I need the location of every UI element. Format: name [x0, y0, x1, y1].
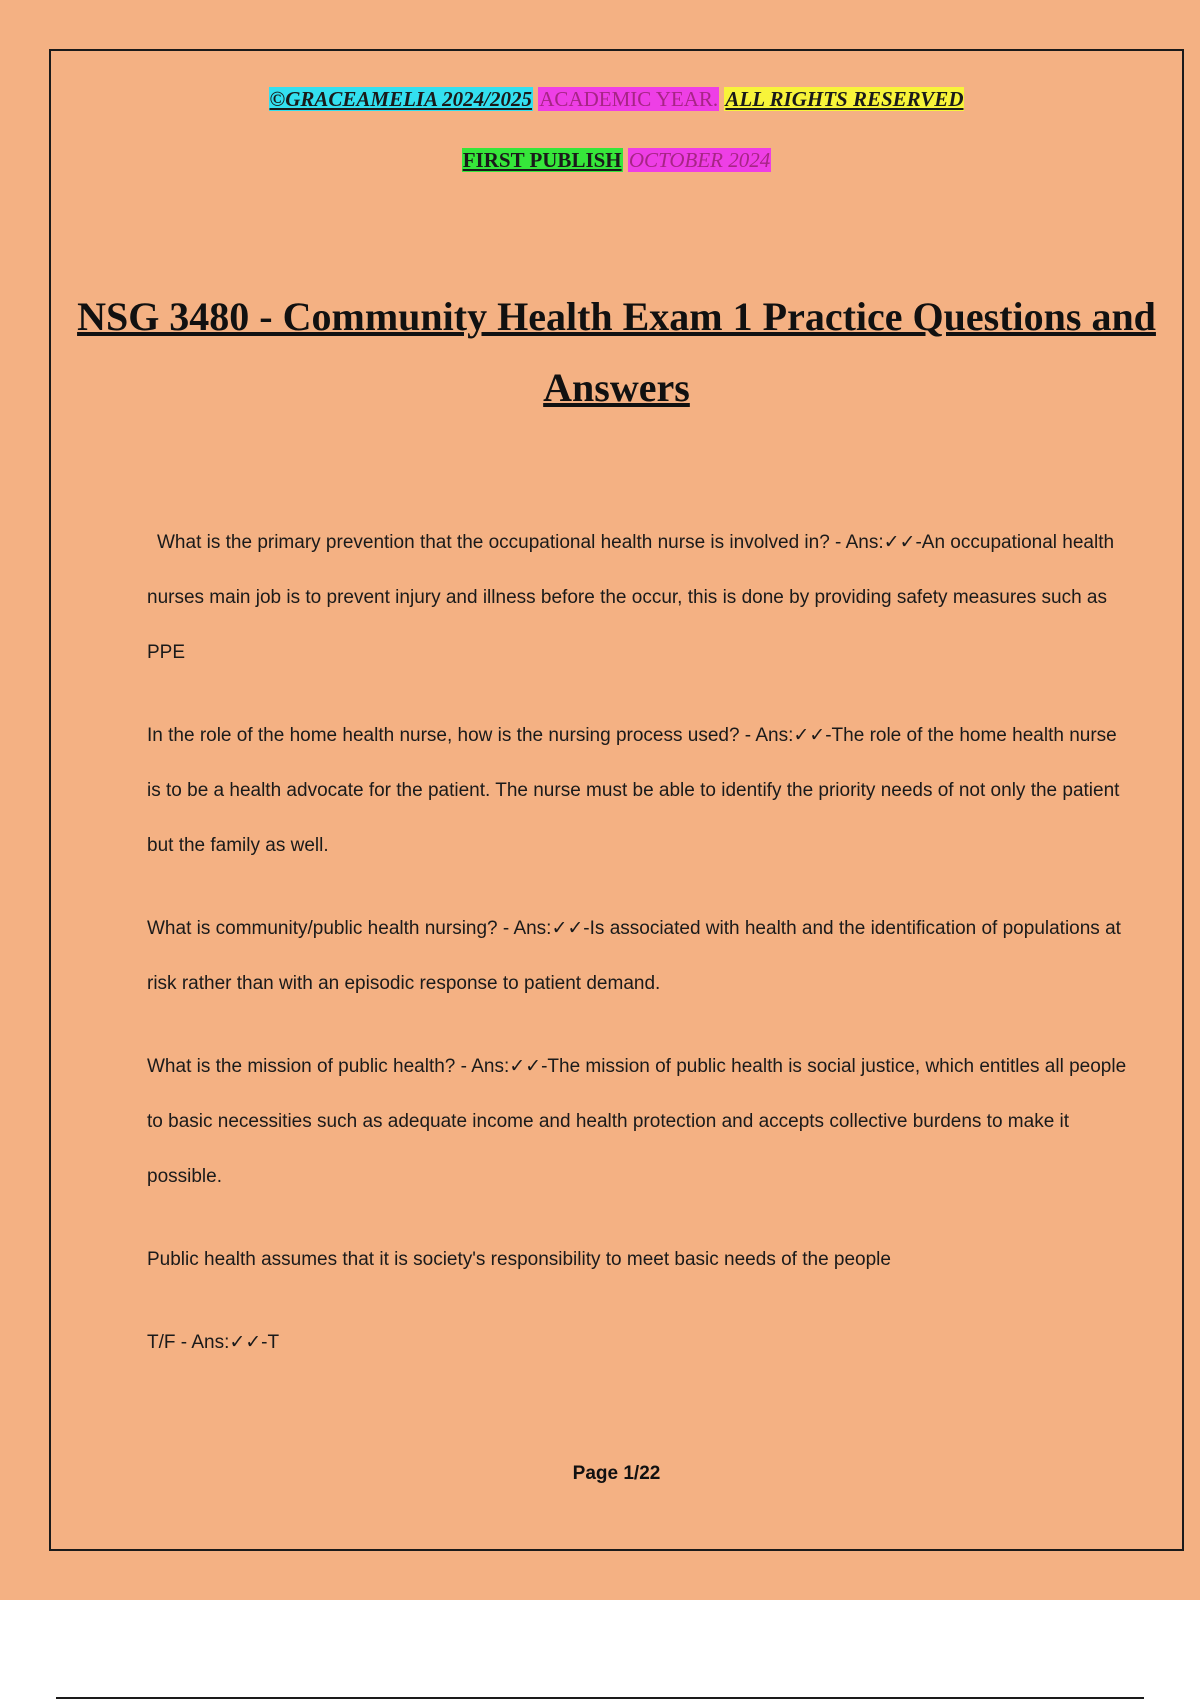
page-number: Page 1/22: [572, 1463, 661, 1484]
document-title: NSG 3480 - Community Health Exam 1 Practice Questions and Answers: [77, 294, 1156, 410]
publish-header: [51, 148, 1182, 173]
qa-item: What is community/public health nursing? - Ans:✓✓-Is associated with health and the identification of populations at risk rather than with an episodic response to patient demand.: [147, 918, 1121, 994]
qa-item: Public health assumes that it is society's responsibility to meet basic needs of the people: [147, 1249, 891, 1270]
qa-item: In the role of the home health nurse, how is the nursing process used? - Ans:✓✓-The role of the home health nurse is to be a health advocate for the patient. The nurse must be able to identify the priority needs of not only the patient but the family as well.: [147, 725, 1120, 856]
copyright-text: ©GRACEAMELIA 2024/2025: [269, 87, 533, 111]
first-publish-text: FIRST PUBLISH: [462, 148, 622, 172]
next-page-divider: [56, 1697, 1144, 1699]
academic-year-text: ACADEMIC YEAR.: [539, 87, 719, 111]
publish-date-text: OCTOBER 2024: [628, 148, 771, 172]
qa-body: [147, 515, 1127, 1398]
rights-reserved-text: ALL RIGHTS RESERVED: [725, 87, 964, 111]
copyright-header: [51, 87, 1182, 112]
page-border-frame: [49, 49, 1184, 1551]
qa-item: T/F - Ans:✓✓-T: [147, 1332, 280, 1353]
qa-item: What is the primary prevention that the occupational health nurse is involved in? - Ans:✓✓-An occupational health nurses main job is to prevent injury and illness before the occur, this is done by providing safety measures such as PPE: [147, 532, 1115, 663]
qa-item: What is the mission of public health? - Ans:✓✓-The mission of public health is social justice, which entitles all people to basic necessities such as adequate income and health protection and accepts collective burdens to make it possible.: [147, 1056, 1127, 1187]
